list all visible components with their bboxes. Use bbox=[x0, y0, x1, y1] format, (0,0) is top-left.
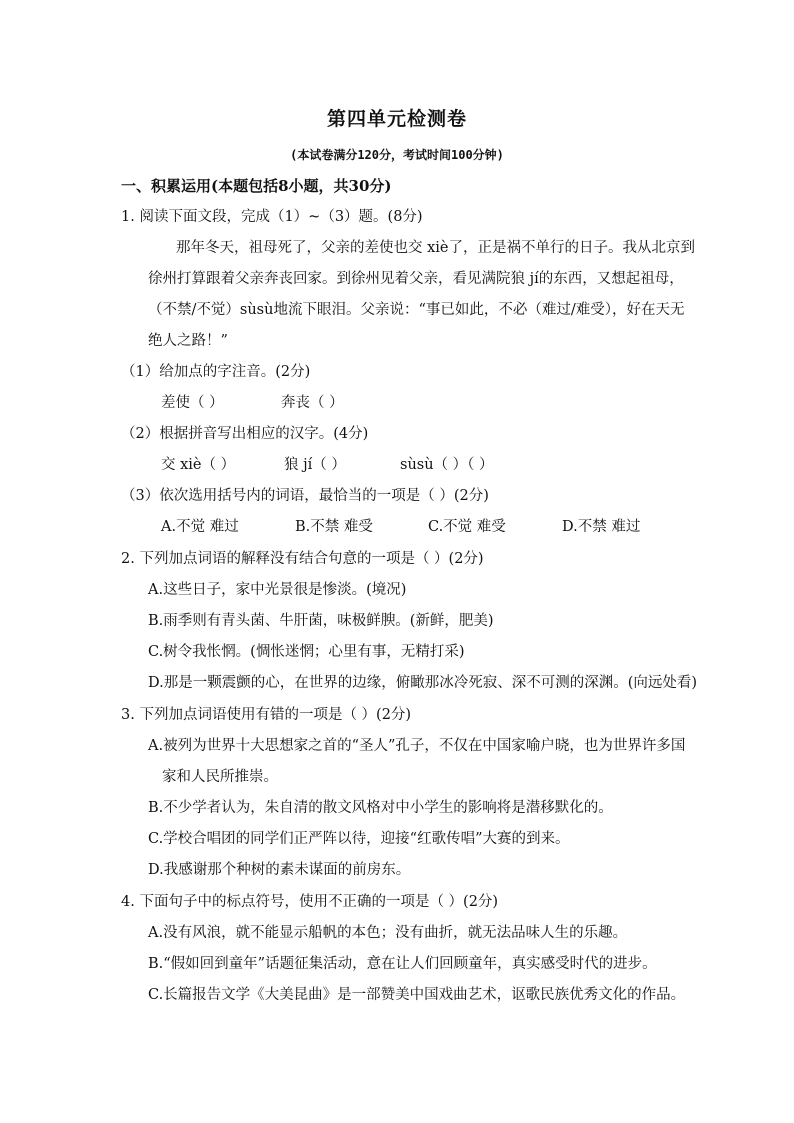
passage-line: 徐州打算跟着父亲奔丧回家。到徐州见着父亲，看见满院狼 jí的东西，又想起祖母， bbox=[148, 271, 684, 287]
passage-line: 那年冬天，祖母死了，父亲的差使也交 xiè了，正是祸不单行的日子。我从北京到 bbox=[176, 240, 696, 256]
answer-blank[interactable]: 差使（ ） bbox=[161, 395, 224, 411]
question-1-sub-3: （3）依次选用括号内的词语，最恰当的一项是（ ）(2分) bbox=[121, 488, 489, 504]
option-a[interactable]: A.这些日子，家中光景很是惨淡。(境况) bbox=[148, 582, 407, 598]
passage-line: 绝人之路！” bbox=[148, 333, 228, 349]
question-2-stem: 2. 下列加点词语的解释没有结合句意的一项是（ ）(2分) bbox=[121, 551, 484, 567]
question-1-sub-2: （2）根据拼音写出相应的汉字。(4分) bbox=[121, 426, 369, 442]
option-c[interactable]: C.不觉 难受 bbox=[428, 519, 506, 535]
answer-blank[interactable]: sùsù（ ）（ ） bbox=[400, 457, 494, 473]
option-c[interactable]: C.树令我怅惘。(惆怅迷惘；心里有事，无精打采) bbox=[148, 644, 465, 660]
option-b[interactable]: B.“假如回到童年”话题征集活动，意在让人们回顾童年，真实感受时代的进步。 bbox=[148, 956, 657, 972]
option-a[interactable]: A.不觉 难过 bbox=[161, 519, 239, 535]
question-3-stem: 3. 下列加点词语使用有错的一项是（ ）(2分) bbox=[121, 707, 412, 723]
question-1-stem: 1. 阅读下面文段，完成（1）~（3）题。(8分) bbox=[121, 209, 423, 225]
question-1-sub-1: （1）给加点的字注音。(2分) bbox=[121, 364, 311, 380]
page-title: 第四单元检测卷 bbox=[326, 108, 467, 130]
answer-blank[interactable]: 交 xiè（ ） bbox=[161, 457, 236, 473]
option-b[interactable]: B.不少学者认为，朱自清的散文风格对中小学生的影响将是潜移默化的。 bbox=[148, 800, 613, 816]
section-heading: 一、积累运用(本题包括8小题，共30分) bbox=[121, 177, 392, 195]
answer-blank[interactable]: 奔丧（ ） bbox=[281, 395, 344, 411]
option-c[interactable]: C.长篇报告文学《大美昆曲》是一部赞美中国戏曲艺术，讴歌民族优秀文化的作品。 bbox=[148, 987, 686, 1003]
exam-info: (本试卷满分120分，考试时间100分钟) bbox=[290, 148, 504, 162]
question-4-stem: 4. 下面句子中的标点符号，使用不正确的一项是（ ）(2分) bbox=[121, 894, 499, 910]
passage-line: （不禁/不觉）sùsù地流下眼泪。父亲说：“事已如此，不必（难过/难受），好在天无 bbox=[148, 302, 685, 318]
option-c[interactable]: C.学校合唱团的同学们正严阵以待，迎接“红歌传唱”大赛的到来。 bbox=[148, 831, 570, 847]
option-b[interactable]: B.雨季则有青头菌、牛肝菌，味极鲜腴。(新鲜，肥美) bbox=[148, 613, 494, 629]
option-a-continued: 家和人民所推崇。 bbox=[162, 769, 278, 785]
option-d[interactable]: D.我感谢那个种树的素未谋面的前房东。 bbox=[148, 862, 411, 878]
option-b[interactable]: B.不禁 难受 bbox=[295, 519, 373, 535]
answer-blank[interactable]: 狼 jí（ ） bbox=[284, 457, 346, 473]
option-d[interactable]: D.不禁 难过 bbox=[562, 519, 641, 535]
option-a[interactable]: A.没有风浪，就不能显示船帆的本色；没有曲折，就无法品味人生的乐趣。 bbox=[148, 925, 628, 941]
option-d[interactable]: D.那是一颗震颤的心，在世界的边缘，俯瞰那冰冷死寂、深不可测的深渊。(向远处看) bbox=[148, 675, 698, 691]
option-a[interactable]: A.被列为世界十大思想家之首的“圣人”孔子，不仅在中国家喻户晓，也为世界许多国 bbox=[148, 738, 686, 754]
